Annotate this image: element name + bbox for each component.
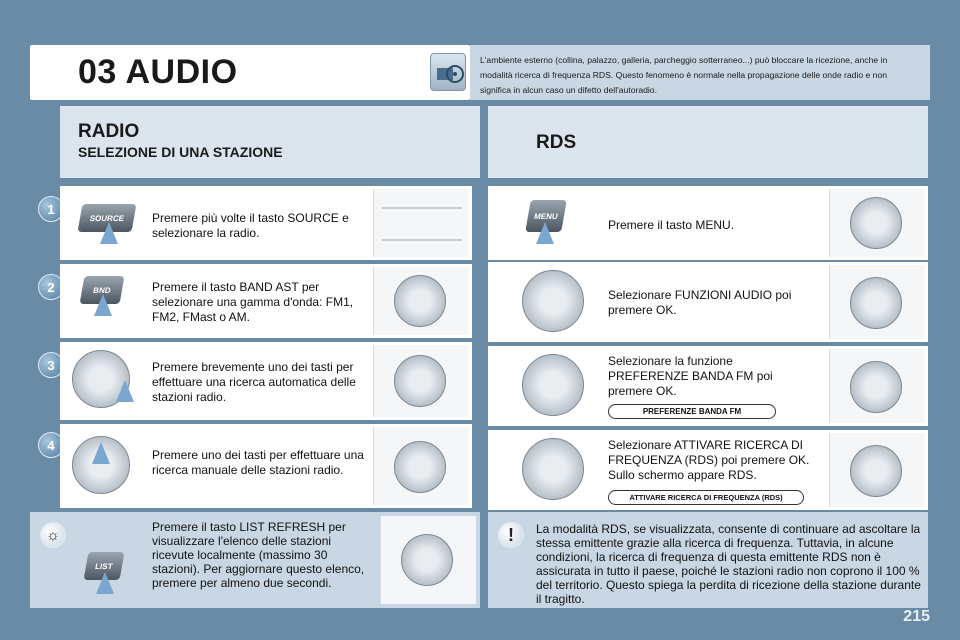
step-text: Selezionare la funzione PREFERENZE BANDA FM poi premere OK. [608,354,773,398]
audio-logo-icon [430,53,466,91]
source-key-icon: SOURCE [78,204,137,232]
radio-panel-image [373,427,469,505]
radio-panel-image [373,345,469,417]
step-text: Premere uno dei tasti per effettuare una ricerca manuale delle stazioni radio. [152,448,364,477]
press-arrow-icon [96,572,114,594]
press-arrow-icon [100,222,118,244]
tip-panel [30,512,480,608]
left-step-1 [60,186,472,260]
press-arrow-icon [92,442,110,464]
tip-lightbulb-icon: ☼ [40,522,66,548]
radio-section-header [60,106,480,178]
step-text: Premere più volte il tasto SOURCE e selezionare la radio. [152,211,349,240]
display-label-pill: ATTIVARE RICERCA DI FREQUENZA (RDS) [608,490,804,505]
header-note-panel [470,45,930,100]
rds-title: RDS [536,132,577,153]
right-step-4 [488,430,928,510]
chapter-title: 03 AUDIO [78,53,238,91]
right-step-2 [488,262,928,342]
step-number-badge: 4 [38,432,64,458]
step-number-badge: 2 [38,274,64,300]
radio-panel-image [373,267,469,335]
radio-panel-image [829,433,925,507]
left-step-2 [60,264,472,338]
right-step-1 [488,186,928,260]
press-arrow-icon [116,380,134,402]
step-text: Premere il tasto BAND AST per selezionare una gamma d'onda: FM1, FM2, FMast o AM. [152,280,354,324]
left-step-4 [60,424,472,508]
dpad-icon [522,438,584,500]
list-key-icon: LIST [84,552,125,580]
chapter-header [30,45,470,100]
step-text: Selezionare FUNZIONI AUDIO poi premere OK. [608,288,792,317]
left-step-3 [60,342,472,420]
radio-title: RADIO [78,121,140,142]
step-number-badge: 1 [38,196,64,222]
menu-key-icon: MENU [525,200,567,232]
step-text: Premere brevemente uno dei tasti per effettuare una ricerca automatica delle stazioni radio. [152,360,356,404]
radio-panel-image [829,349,925,423]
tip-text: Premere il tasto LIST REFRESH per visualizzare l'elenco delle stazioni ricevute localmente (massimo 30 stazioni). Per aggiornare questo elenco, premere per almeno due secondi. [152,520,365,590]
rds-note-panel [488,512,928,608]
press-arrow-icon [536,222,554,244]
dpad-icon [522,354,584,416]
rds-note-text: La modalità RDS, se visualizzata, consente di continuare ad ascoltare la stessa emittente grazie alla ricerca di frequenza. Tuttavia, in alcune condizioni, la ricerca di frequenza di questa emittente RDS non è assicurata in tutto il paese, poiché le stazioni radio non coprono il 100 % del territorio. Questo spiega la perdita di ricezione della stazione durante il tragitto. [536,522,921,606]
display-label-pill: PREFERENZE BANDA FM [608,404,776,419]
right-step-3 [488,346,928,426]
radio-panel-image [380,516,476,604]
radio-panel-image [373,189,469,257]
warning-icon: ! [498,522,524,548]
radio-subtitle: SELEZIONE DI UNA STAZIONE [78,144,283,160]
step-number-badge: 3 [38,352,64,378]
press-arrow-icon [94,294,112,316]
header-note: L'ambiente esterno (collina, palazzo, galleria, parcheggio sotterraneo...) può bloccare la ricezione, anche in modalità ricerca di frequenza RDS. Questo fenomeno è normale nella propagazione delle onde radio e non significa in alcun caso un difetto dell'autoradio. [480,55,888,95]
step-text: Premere il tasto MENU. [608,218,735,232]
step-text: Selezionare ATTIVARE RICERCA DI FREQUENZA (RDS) poi premere OK. Sullo schermo appare RDS. [608,438,810,482]
radio-panel-image [829,189,925,257]
rds-section-header [488,106,928,178]
page-number: 215 [903,608,930,625]
band-key-icon: BND [80,276,125,304]
dpad-icon [522,270,584,332]
radio-panel-image [829,265,925,339]
